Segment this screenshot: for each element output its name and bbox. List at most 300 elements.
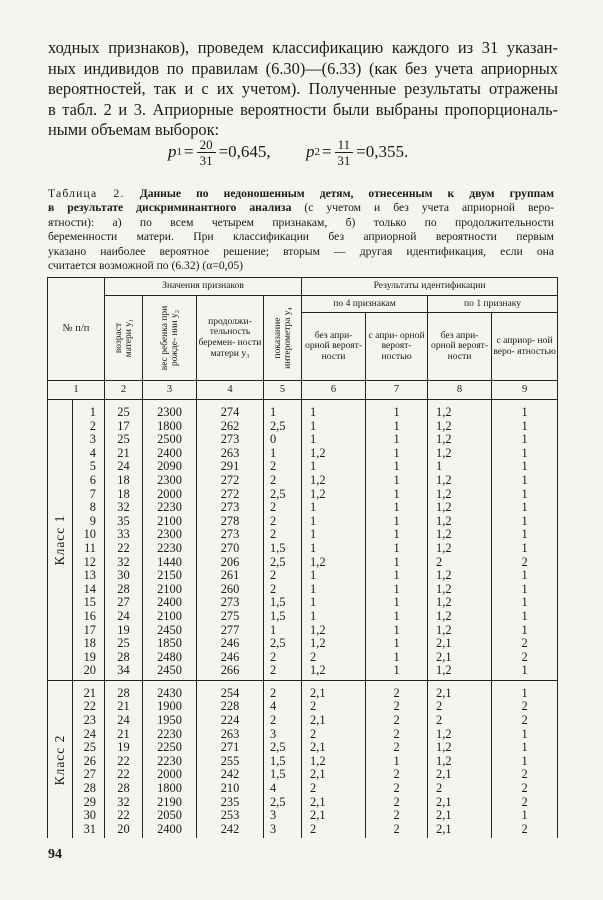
cell-col7: 1 <box>366 420 428 434</box>
cell-col7: 1 <box>366 474 428 488</box>
cell-col3: 1950 <box>143 714 197 728</box>
cell-col7: 2 <box>366 714 428 728</box>
table-row <box>48 583 558 597</box>
cell-col9: 2 <box>492 768 558 782</box>
cell-col4: 277 <box>197 624 264 638</box>
table-body <box>48 400 558 839</box>
cell-col2: 32 <box>105 501 143 515</box>
cell-col9: 1 <box>492 515 558 529</box>
cell-col5: 4 <box>264 700 302 714</box>
cell-col9: 1 <box>492 460 558 474</box>
cell-col1: 22 <box>73 700 105 714</box>
header-weight <box>143 296 197 381</box>
cell-col5: 4 <box>264 782 302 796</box>
cell-col7: 1 <box>366 637 428 651</box>
cell-col7: 2 <box>366 823 428 839</box>
header-age-text: возраст матери y₁ <box>113 318 134 358</box>
cell-col4: 242 <box>197 768 264 782</box>
cell-col6: 1,2 <box>302 447 366 461</box>
table-row <box>48 823 558 839</box>
cell-col8: 1,2 <box>428 610 492 624</box>
cell-col9: 1 <box>492 400 558 420</box>
cell-col9: 2 <box>492 637 558 651</box>
cell-col9: 1 <box>492 624 558 638</box>
cell-col4: 260 <box>197 583 264 597</box>
cell-col3: 2300 <box>143 400 197 420</box>
caption-title: Данные по недоношенным детям, отнесенным к двум группам <box>139 187 555 200</box>
cell-col4: 246 <box>197 651 264 665</box>
cell-col4: 263 <box>197 447 264 461</box>
cell-col5: 2 <box>264 474 302 488</box>
cell-col8: 1,2 <box>428 474 492 488</box>
paragraph-line: ными объемам выборок: <box>48 120 220 139</box>
p2-sub: 2 <box>314 146 320 158</box>
cell-col5: 1,5 <box>264 610 302 624</box>
table-row <box>48 796 558 810</box>
cell-col6: 2,1 <box>302 809 366 823</box>
cell-col1: 24 <box>73 728 105 742</box>
cell-col7: 2 <box>366 680 428 700</box>
cell-col5: 1 <box>264 447 302 461</box>
cell-col6: 2,1 <box>302 768 366 782</box>
table-row <box>48 782 558 796</box>
class-label: Класс 1 <box>52 514 67 566</box>
colnum-3: 3 <box>143 381 197 400</box>
cell-col8: 1,2 <box>428 420 492 434</box>
cell-col6: 1 <box>302 420 366 434</box>
cell-col7: 1 <box>366 460 428 474</box>
cell-col3: 2090 <box>143 460 197 474</box>
caption-text: (с учетом и без учета априорной веро- <box>304 201 554 215</box>
cell-col1: 12 <box>73 556 105 570</box>
colnum-9: 9 <box>492 381 558 400</box>
colnum-5: 5 <box>264 381 302 400</box>
cell-col9: 2 <box>492 714 558 728</box>
cell-col8: 1,2 <box>428 488 492 502</box>
cell-col4: 262 <box>197 420 264 434</box>
p1-var: p <box>168 142 177 161</box>
table-row <box>48 714 558 728</box>
header-number: № п/п <box>48 278 105 381</box>
cell-col7: 1 <box>366 515 428 529</box>
cell-col4: 274 <box>197 400 264 420</box>
cell-col4: 272 <box>197 488 264 502</box>
cell-col4: 253 <box>197 809 264 823</box>
paragraph-line: вероятностей, так и с их учетом). Полученные результаты отражены <box>48 79 558 98</box>
cell-col8: 2,1 <box>428 823 492 839</box>
cell-col1: 19 <box>73 651 105 665</box>
paragraph-line: ходных признаков), проведем классификацию каждого из 31 указан- <box>48 38 558 57</box>
cell-col1: 10 <box>73 528 105 542</box>
header-interometer <box>264 296 302 381</box>
cell-col7: 2 <box>366 741 428 755</box>
cell-col6: 1 <box>302 515 366 529</box>
cell-col8: 1,2 <box>428 728 492 742</box>
cell-col3: 2430 <box>143 680 197 700</box>
cell-col8: 2 <box>428 700 492 714</box>
cell-col7: 2 <box>366 700 428 714</box>
cell-col1: 30 <box>73 809 105 823</box>
class-label: Класс 2 <box>52 734 67 786</box>
cell-col5: 1,5 <box>264 596 302 610</box>
table-row <box>48 528 558 542</box>
cell-col6: 1,2 <box>302 637 366 651</box>
cell-col3: 2480 <box>143 651 197 665</box>
table-row <box>48 624 558 638</box>
cell-col5: 3 <box>264 809 302 823</box>
cell-col1: 2 <box>73 420 105 434</box>
cell-col1: 1 <box>73 400 105 420</box>
table-row <box>48 610 558 624</box>
cell-col1: 9 <box>73 515 105 529</box>
cell-col3: 2450 <box>143 664 197 680</box>
cell-col2: 19 <box>105 624 143 638</box>
cell-col1: 13 <box>73 569 105 583</box>
cell-col7: 1 <box>366 501 428 515</box>
cell-col5: 2,5 <box>264 796 302 810</box>
cell-col7: 2 <box>366 782 428 796</box>
cell-col1: 6 <box>73 474 105 488</box>
paragraph-line: в табл. 2 и 3. Априорные вероятности были выбраны пропорциональ- <box>48 99 558 119</box>
page-number: 94 <box>48 847 62 862</box>
cell-col8: 1,2 <box>428 741 492 755</box>
cell-col7: 2 <box>366 728 428 742</box>
colnum-4: 4 <box>197 381 264 400</box>
cell-col1: 11 <box>73 542 105 556</box>
header-four-features: по 4 признакам <box>302 296 428 313</box>
cell-col9: 2 <box>492 556 558 570</box>
cell-col4: 246 <box>197 637 264 651</box>
cell-col4: 273 <box>197 528 264 542</box>
cell-col4: 273 <box>197 501 264 515</box>
cell-col9: 1 <box>492 501 558 515</box>
cell-col8: 1 <box>428 460 492 474</box>
probability-formula <box>168 132 468 172</box>
cell-col3: 2250 <box>143 741 197 755</box>
table-row <box>48 809 558 823</box>
cell-col6: 1,2 <box>302 474 366 488</box>
table-row <box>48 651 558 665</box>
colnum-7: 7 <box>366 381 428 400</box>
cell-col6: 1 <box>302 400 366 420</box>
cell-col9: 1 <box>492 596 558 610</box>
p1-sub: 1 <box>176 146 182 158</box>
p2-var: p <box>306 142 315 161</box>
cell-col6: 2 <box>302 651 366 665</box>
cell-col2: 24 <box>105 610 143 624</box>
cell-col1: 4 <box>73 447 105 461</box>
cell-col8: 1,2 <box>428 624 492 638</box>
cell-col5: 2 <box>264 651 302 665</box>
cell-col8: 2 <box>428 782 492 796</box>
cell-col7: 1 <box>366 755 428 769</box>
cell-col8: 1,2 <box>428 515 492 529</box>
cell-col6: 1,2 <box>302 488 366 502</box>
caption-title-cont: в результате дискриминантного анализа <box>48 201 292 215</box>
formula-p1: p 1 = $\frac{20}{31}$ =0,645, <box>168 136 271 168</box>
cell-col1: 18 <box>73 637 105 651</box>
cell-col3: 2450 <box>143 624 197 638</box>
table-row <box>48 501 558 515</box>
cell-col2: 22 <box>105 755 143 769</box>
cell-col9: 2 <box>492 651 558 665</box>
cell-col1: 20 <box>73 664 105 680</box>
cell-col6: 1 <box>302 433 366 447</box>
cell-col9: 1 <box>492 664 558 680</box>
header-results-group: Результаты идентификации <box>302 278 558 296</box>
cell-col5: 1 <box>264 400 302 420</box>
cell-col4: 270 <box>197 542 264 556</box>
cell-col5: 3 <box>264 823 302 839</box>
header-col9: с априор- ной веро- ятностью <box>492 313 558 381</box>
table-row <box>48 515 558 529</box>
class-label-cell <box>48 400 73 681</box>
data-table <box>47 277 558 838</box>
cell-col1: 21 <box>73 680 105 700</box>
cell-col7: 1 <box>366 664 428 680</box>
cell-col6: 1,2 <box>302 755 366 769</box>
cell-col9: 1 <box>492 741 558 755</box>
cell-col3: 2300 <box>143 528 197 542</box>
paragraph-line: ных индивидов по правилам (6.30)—(6.33) (как без учета априорных <box>48 58 558 78</box>
cell-col4: 263 <box>197 728 264 742</box>
cell-col7: 1 <box>366 569 428 583</box>
cell-col3: 2230 <box>143 542 197 556</box>
cell-col8: 1,2 <box>428 569 492 583</box>
table-row <box>48 664 558 680</box>
cell-col5: 1 <box>264 624 302 638</box>
cell-col5: 2 <box>264 569 302 583</box>
cell-col4: 278 <box>197 515 264 529</box>
cell-col3: 2050 <box>143 809 197 823</box>
cell-col9: 1 <box>492 755 558 769</box>
cell-col3: 2150 <box>143 569 197 583</box>
cell-col7: 1 <box>366 542 428 556</box>
cell-col2: 25 <box>105 400 143 420</box>
colnum-6: 6 <box>302 381 366 400</box>
cell-col6: 2 <box>302 700 366 714</box>
cell-col4: 206 <box>197 556 264 570</box>
cell-col9: 2 <box>492 782 558 796</box>
cell-col2: 18 <box>105 488 143 502</box>
cell-col3: 2000 <box>143 488 197 502</box>
body-paragraph <box>48 38 558 141</box>
table-row <box>48 474 558 488</box>
cell-col2: 32 <box>105 556 143 570</box>
cell-col8: 1,2 <box>428 596 492 610</box>
cell-col9: 1 <box>492 447 558 461</box>
cell-col4: 273 <box>197 433 264 447</box>
cell-col1: 7 <box>73 488 105 502</box>
cell-col3: 1440 <box>143 556 197 570</box>
cell-col3: 1850 <box>143 637 197 651</box>
cell-col1: 23 <box>73 714 105 728</box>
cell-col2: 28 <box>105 680 143 700</box>
table-row <box>48 488 558 502</box>
cell-col6: 1 <box>302 569 366 583</box>
colnum-2: 2 <box>105 381 143 400</box>
cell-col5: 2,5 <box>264 420 302 434</box>
formula-p2: p 2 = $\frac{11}{31}$ =0,355. <box>306 136 409 168</box>
cell-col2: 20 <box>105 823 143 839</box>
caption-line: указано наиболее вероятное решение; вторым — другая идентификация, если она <box>48 244 554 258</box>
table-row <box>48 728 558 742</box>
cell-col4: 261 <box>197 569 264 583</box>
table-row <box>48 755 558 769</box>
cell-col3: 2000 <box>143 768 197 782</box>
cell-col5: 1,5 <box>264 755 302 769</box>
cell-col4: 266 <box>197 664 264 680</box>
cell-col4: 255 <box>197 755 264 769</box>
cell-col5: 2 <box>264 714 302 728</box>
cell-col4: 224 <box>197 714 264 728</box>
cell-col6: 1,2 <box>302 624 366 638</box>
cell-col7: 1 <box>366 433 428 447</box>
colnum-1: 1 <box>48 381 105 400</box>
cell-col1: 15 <box>73 596 105 610</box>
cell-col6: 2 <box>302 823 366 839</box>
caption-line <box>48 201 554 215</box>
cell-col4: 235 <box>197 796 264 810</box>
cell-col8: 1,2 <box>428 583 492 597</box>
cell-col1: 28 <box>73 782 105 796</box>
cell-col6: 2 <box>302 782 366 796</box>
cell-col6: 1 <box>302 583 366 597</box>
cell-col2: 22 <box>105 809 143 823</box>
cell-col2: 32 <box>105 796 143 810</box>
cell-col4: 210 <box>197 782 264 796</box>
cell-col2: 28 <box>105 782 143 796</box>
header-col7: с апри- орной вероят- ностью <box>366 313 428 381</box>
p2-denominator: 31 <box>337 152 351 168</box>
cell-col2: 25 <box>105 433 143 447</box>
cell-col1: 31 <box>73 823 105 839</box>
cell-col7: 1 <box>366 596 428 610</box>
cell-col6: 1 <box>302 501 366 515</box>
cell-col2: 21 <box>105 700 143 714</box>
cell-col1: 27 <box>73 768 105 782</box>
caption-line: считается возможной по (6.32) (α=0,05) <box>48 258 244 272</box>
cell-col9: 1 <box>492 528 558 542</box>
cell-col9: 1 <box>492 474 558 488</box>
cell-col9: 1 <box>492 420 558 434</box>
cell-col1: 17 <box>73 624 105 638</box>
cell-col2: 21 <box>105 447 143 461</box>
caption-line: ятности): а) по всем четырем признакам, б) только по продолжительности <box>48 215 554 229</box>
cell-col7: 1 <box>366 447 428 461</box>
cell-col3: 1800 <box>143 782 197 796</box>
cell-col2: 22 <box>105 768 143 782</box>
cell-col6: 1 <box>302 610 366 624</box>
cell-col7: 1 <box>366 528 428 542</box>
table-row <box>48 768 558 782</box>
table-row <box>48 700 558 714</box>
cell-col7: 1 <box>366 556 428 570</box>
cell-col6: 1,2 <box>302 556 366 570</box>
table-caption <box>48 187 554 273</box>
cell-col6: 1 <box>302 460 366 474</box>
cell-col5: 1,5 <box>264 768 302 782</box>
cell-col7: 1 <box>366 400 428 420</box>
cell-col8: 1,2 <box>428 400 492 420</box>
cell-col7: 1 <box>366 651 428 665</box>
cell-col6: 2,1 <box>302 741 366 755</box>
cell-col5: 2 <box>264 583 302 597</box>
table-row <box>48 447 558 461</box>
cell-col8: 2,1 <box>428 796 492 810</box>
table-row <box>48 637 558 651</box>
caption-line <box>48 187 554 201</box>
cell-col5: 2,5 <box>264 488 302 502</box>
cell-col1: 3 <box>73 433 105 447</box>
cell-col8: 2,1 <box>428 637 492 651</box>
p2-fraction <box>335 137 354 168</box>
cell-col1: 25 <box>73 741 105 755</box>
caption-label: Таблица 2. <box>48 187 125 200</box>
cell-col9: 1 <box>492 542 558 556</box>
cell-col2: 19 <box>105 741 143 755</box>
cell-col5: 2 <box>264 528 302 542</box>
table-row <box>48 433 558 447</box>
cell-col4: 272 <box>197 474 264 488</box>
cell-col3: 1800 <box>143 420 197 434</box>
cell-col5: 2 <box>264 515 302 529</box>
cell-col1: 5 <box>73 460 105 474</box>
cell-col8: 2,1 <box>428 768 492 782</box>
header-weight-text: вес ребенка при рожде- нии y₂ <box>159 305 180 371</box>
cell-col8: 2,1 <box>428 809 492 823</box>
p1-denominator: 31 <box>199 152 213 168</box>
p1-numerator: 20 <box>197 137 216 153</box>
cell-col5: 2,5 <box>264 556 302 570</box>
cell-col9: 1 <box>492 610 558 624</box>
cell-col8: 1,2 <box>428 755 492 769</box>
cell-col6: 1 <box>302 542 366 556</box>
cell-col8: 1,2 <box>428 542 492 556</box>
cell-col8: 2,1 <box>428 680 492 700</box>
cell-col9: 1 <box>492 488 558 502</box>
cell-col5: 2 <box>264 680 302 700</box>
p2-numerator: 11 <box>335 137 354 153</box>
cell-col7: 2 <box>366 796 428 810</box>
cell-col5: 0 <box>264 433 302 447</box>
cell-col3: 2230 <box>143 755 197 769</box>
table-row <box>48 420 558 434</box>
table-row <box>48 596 558 610</box>
table-row <box>48 741 558 755</box>
table-row <box>48 400 558 420</box>
cell-col2: 17 <box>105 420 143 434</box>
cell-col5: 2 <box>264 664 302 680</box>
cell-col4: 242 <box>197 823 264 839</box>
cell-col6: 1 <box>302 596 366 610</box>
caption-line: беременности матери. При классификации без априорной вероятности первым <box>48 230 554 244</box>
cell-col8: 2 <box>428 714 492 728</box>
cell-col3: 2300 <box>143 474 197 488</box>
cell-col7: 1 <box>366 624 428 638</box>
cell-col3: 2100 <box>143 515 197 529</box>
cell-col3: 2100 <box>143 610 197 624</box>
cell-col9: 2 <box>492 823 558 839</box>
cell-col2: 25 <box>105 637 143 651</box>
cell-col7: 1 <box>366 488 428 502</box>
cell-col3: 2190 <box>143 796 197 810</box>
cell-col9: 2 <box>492 796 558 810</box>
p1-value: =0,645, <box>218 142 271 161</box>
cell-col6: 2 <box>302 728 366 742</box>
cell-col4: 275 <box>197 610 264 624</box>
cell-col3: 2400 <box>143 823 197 839</box>
